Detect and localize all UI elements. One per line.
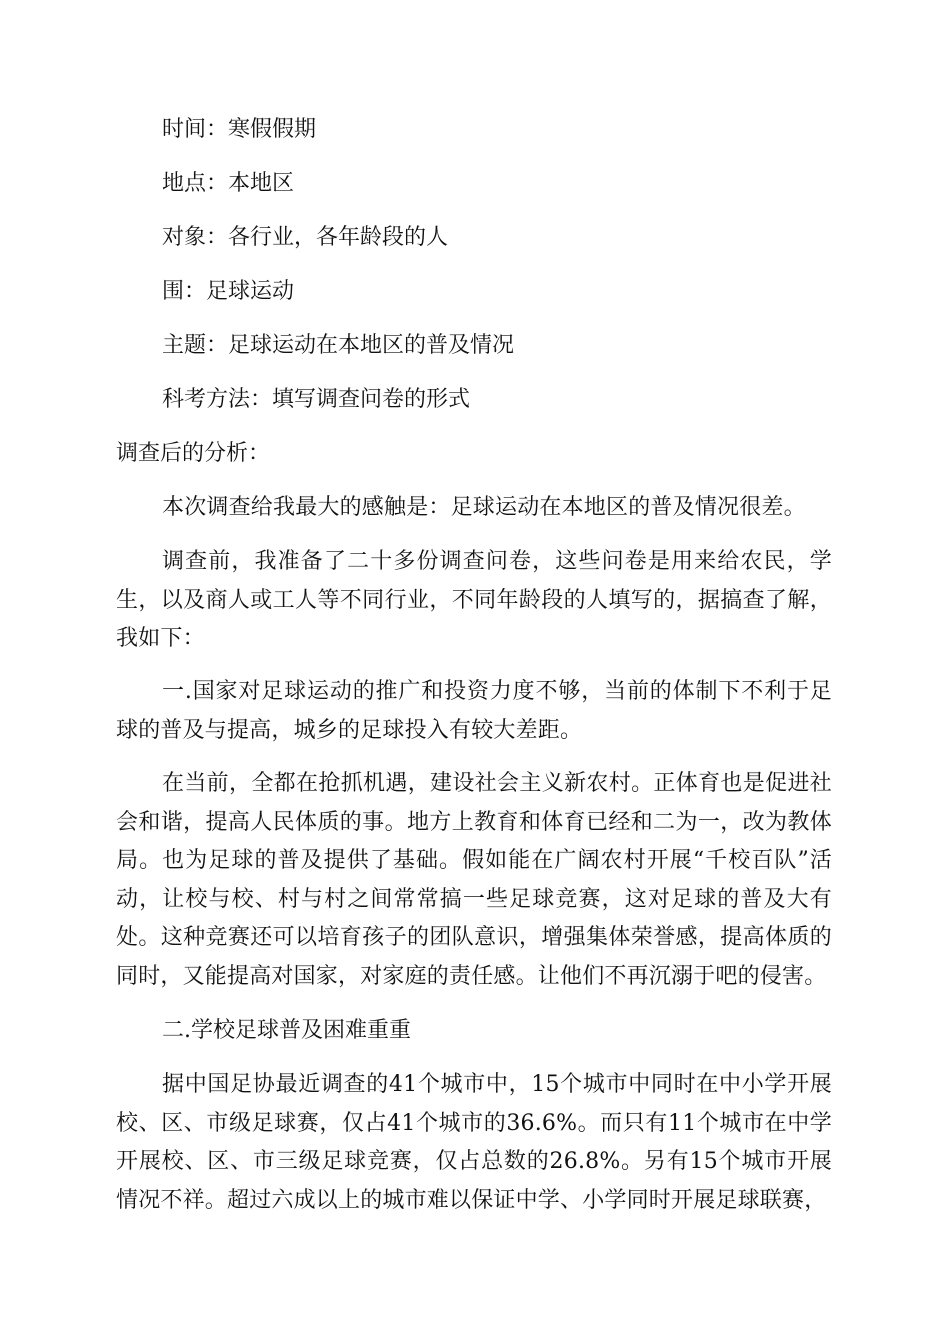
paragraph-summary: 本次调查给我最大的感触是：足球运动在本地区的普及情况很差。 — [162, 495, 806, 520]
analysis-heading: 调查后的分析： — [116, 441, 271, 466]
paragraph-preparation: 调查前，我准备了二十多份调查问卷，这些问卷是用来给农民，学生，以及商人或工人等不同行业，不同年龄段的人填写的，据搞查了解，我如下： — [116, 549, 832, 651]
info-line-place: 地点：本地区 — [162, 171, 295, 196]
paragraph-rural-development: 在当前，全都在抢抓机遇，建设社会主义新农村。正体育也是促进社会和谐，提高人民体质的事。地方上教育和体育已经和二为一，改为教体局。也为足球的普及提供了基础。假如能在广阔农村开展“千校百队”活动，让校与校、村与村之间常常搞一些足球竞赛，这对足球的普及大有处。这种竞赛还可以培育孩子的团队意识，增强集体荣誉感，提高体质的同时，又能提高对国家，对家庭的责任感。让他们不再沉溺于吧的侵害。 — [116, 771, 832, 989]
paragraph-school-statistics: 据中国足协最近调查的41个城市中，15个城市中同时在中小学开展校、区、市级足球赛，仅占41个城市的36.6%。而只有11个城市在中学开展校、区、市三级足球竞赛，仅占总数的26.8%。另有15个城市开展情况不祥。超过六成以上的城市难以保证中学、小学同时开展足球联赛， — [116, 1072, 832, 1213]
info-line-target: 对象：各行业，各年龄段的人 — [162, 225, 449, 250]
paragraph-point-one: 一.国家对足球运动的推广和投资力度不够，当前的体制下不利于足球的普及与提高，城乡的足球投入有较大差距。 — [116, 679, 832, 743]
info-line-time: 时间：寒假假期 — [162, 117, 317, 142]
info-line-topic: 主题：足球运动在本地区的普及情况 — [162, 333, 515, 358]
info-line-scope: 围：足球运动 — [162, 279, 295, 304]
paragraph-point-two: 二.学校足球普及困难重重 — [162, 1018, 411, 1043]
info-line-method: 科考方法：填写调查问卷的形式 — [162, 387, 471, 412]
